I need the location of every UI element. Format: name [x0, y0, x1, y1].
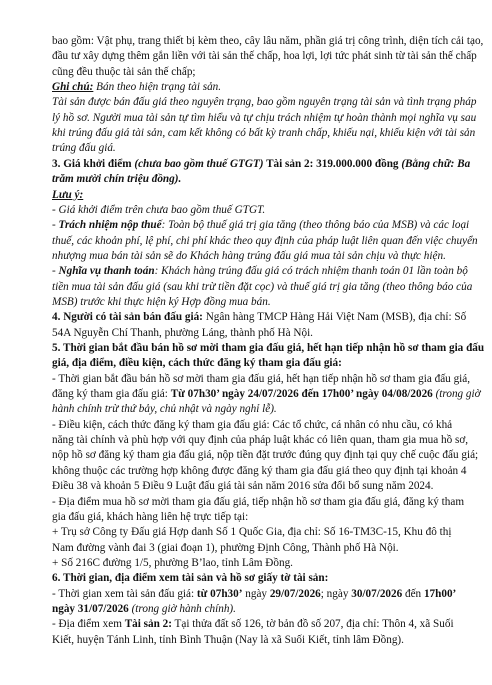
- text-line: [52, 387, 481, 401]
- text-line: [52, 310, 466, 324]
- text-segment: MSB) trước khi thực hiện ký Hợp đồng mua bán.: [52, 295, 271, 308]
- text-line: [52, 141, 466, 155]
- text-segment: : Khách hàng trúng đấu giá có trách nhiệm thanh toán 01 lần toàn bộ: [154, 265, 468, 278]
- text-segment: thuế, các khoản phí, lệ phí, chi phí khác theo quy định của pháp luật liên quan đến việc chuyển: [52, 234, 478, 247]
- text-segment: gia đấu giá, khách hàng liên hệ trực tiếp tại:: [52, 510, 249, 523]
- text-segment: Trách nhiệm nộp thuế: [58, 219, 162, 232]
- text-line: [52, 479, 466, 493]
- text-line: [52, 65, 466, 79]
- text-line: [52, 541, 466, 555]
- text-segment: Giá khởi điểm trên chưa bao gồm thuế GTGT.: [58, 203, 266, 216]
- text-segment: -: [52, 265, 59, 278]
- text-segment: lý hồ sơ. Người mua tài sản tự tìm hiểu và tự chịu trách nhiệm tự hoàn thành mọi nghĩa vụ sau: [52, 111, 477, 124]
- text-segment: tiền mua tài sản đấu giá (sau khi trừ tiền đặt cọc) và thuế giá trị gia tăng (theo thông báo của: [52, 280, 473, 293]
- text-segment: 54A Nguyễn Chí Thanh, phường Láng, thành phố Hà Nội.: [52, 326, 313, 339]
- text-line: [52, 280, 473, 294]
- text-line: [52, 633, 466, 647]
- text-segment: trăm mười chín triệu đồng).: [52, 173, 182, 186]
- text-segment: nhượng mua bán tài sản sẽ do Khách hàng trúng đấu giá mua tài sản chịu và thực hiện.: [52, 249, 446, 262]
- text-segment: đầu tư xây dựng thêm gắn liền với tài sản thế chấp, hoa lợi, lợi tức phát sinh từ tài sản thế chấp: [52, 50, 477, 63]
- text-segment: - Thời gian bắt đầu bán hồ sơ mời tham gia đấu giá, hết hạn tiếp nhận hồ sơ tham gia đấu giá,: [52, 372, 471, 385]
- text-line: [52, 49, 477, 63]
- text-segment: + Trụ sở Công ty Đấu giá Hợp danh Số 1 Quốc Gia, địa chỉ: Số 16-TM3C-15, Khu đô thị: [52, 526, 452, 539]
- text-segment: bao gồm: Vật phụ, trang thiết bị kèm theo, cây lâu năm, phần giá trị công trình, diện tích cải tạo,: [52, 35, 484, 47]
- text-segment: ; ngày: [320, 587, 352, 600]
- text-line: [52, 525, 466, 539]
- text-segment: Tài sản được bán đấu giá theo nguyên trạng, bao gồm nguyên trạng tài sản và tình trạng pháp: [52, 96, 477, 109]
- text-segment: 4. Người có tài sản bán đấu giá:: [52, 311, 203, 324]
- text-line: [52, 402, 466, 416]
- text-segment: Bán theo hiện trạng tài sản.: [93, 81, 222, 93]
- text-segment: -: [52, 219, 59, 232]
- text-segment: Lưu ý:: [52, 188, 84, 201]
- text-line: [52, 295, 466, 309]
- text-segment: Từ 07h30’ ngày 24/07/2026 đến 17h00’ ngày 04/08/2026: [170, 388, 433, 401]
- text-segment: Tài sản 2: 319.000.000 đồng: [263, 157, 402, 170]
- text-segment: cũng đều thuộc tài sản thế chấp;: [52, 65, 196, 78]
- text-line: [52, 587, 466, 601]
- text-line: [52, 34, 484, 48]
- text-segment: Nam đường vành đai 3 (giai đoạn 1), phường Định Công, Thành phố Hà Nội.: [52, 541, 399, 554]
- text-line: [52, 433, 469, 447]
- text-segment: Ngân hàng TMCP Hàng Hải Việt Nam (MSB), địa chỉ: Số: [202, 311, 467, 324]
- text-line: [52, 111, 477, 125]
- text-segment: 6. Thời gian, địa điểm xem tài sản và hồ sơ giấy tờ tài sản:: [52, 572, 329, 585]
- text-line: [52, 372, 471, 386]
- text-segment: (chưa bao gồm thuế GTGT): [134, 157, 264, 170]
- text-line: [52, 249, 466, 263]
- text-segment: trúng đấu giá.: [52, 142, 116, 155]
- text-line: [52, 126, 476, 140]
- text-segment: Tại thửa đất số 126, tờ bản đồ số 207, địa chỉ: Thôn 4, xã Suối: [171, 618, 454, 631]
- text-segment: (Bằng chữ: Ba: [401, 157, 471, 170]
- text-segment: không thuộc các trường hợp không được đăng ký tham gia đấu giá theo quy định tại khoản 4: [52, 464, 467, 477]
- text-segment: từ 07h30’: [196, 587, 243, 600]
- text-line: [52, 218, 470, 232]
- text-segment: 17h00’: [423, 587, 457, 600]
- text-segment: năng tài chính và phù hợp với quy định của pháp luật khác có liên quan, tham gia mua hồ sơ,: [52, 434, 469, 447]
- text-segment: (trong giờ: [432, 388, 481, 401]
- text-segment: - Thời gian xem tài sản đấu giá:: [52, 587, 197, 600]
- text-line: [52, 356, 466, 370]
- text-segment: ngày: [242, 587, 270, 600]
- text-segment: khi trúng đấu giá tài sản, cam kết không có bất kỳ tranh chấp, khiếu nại, khiếu kiện với tài sản: [52, 127, 476, 140]
- text-segment: : Toàn bộ thuế giá trị gia tăng (theo thông báo của MSB) và các loại: [161, 219, 470, 232]
- text-line: [52, 234, 478, 248]
- text-line: [52, 80, 466, 94]
- text-line: [52, 418, 466, 432]
- text-line: [52, 617, 466, 631]
- text-line: [52, 495, 466, 509]
- text-line: [52, 157, 471, 171]
- text-line: [52, 448, 479, 462]
- text-line: [52, 326, 466, 340]
- text-segment: đến: [402, 587, 424, 600]
- text-line: [52, 203, 466, 217]
- text-line: [52, 571, 466, 585]
- text-segment: Ghi chú:: [52, 81, 94, 93]
- text-segment: 3. Giá khởi điểm: [52, 157, 135, 170]
- text-segment: đăng ký tham gia đấu giá:: [52, 388, 171, 401]
- text-segment: giá, địa điểm, điều kiện, cách thức đăng ký tham gia đấu giá:: [52, 357, 342, 370]
- text-segment: (trong giờ hành chính).: [128, 602, 236, 615]
- text-segment: - Điều kiện, cách thức đăng ký tham gia đấu giá: Các tổ chức, cá nhân có nhu cầu, có khả: [52, 418, 453, 431]
- text-segment: Tài sản 2:: [124, 618, 172, 631]
- text-segment: hành chính trừ thứ bảy, chủ nhật và ngày nghỉ lễ).: [52, 403, 277, 416]
- text-line: [52, 188, 466, 202]
- text-segment: - Địa điểm mua hồ sơ mời tham gia đấu giá, tiếp nhận hồ sơ tham gia đấu giá, đăng ký tham: [52, 495, 465, 508]
- text-segment: ngày 31/07/2026: [52, 602, 129, 615]
- text-segment: Nghĩa vụ thanh toán: [58, 265, 155, 278]
- text-segment: + Số 216C đường 1/5, phường B’lao, tỉnh Lâm Đồng.: [52, 556, 293, 569]
- text-segment: - Địa điểm xem: [52, 618, 125, 631]
- text-line: [52, 172, 466, 186]
- text-line: [52, 556, 466, 570]
- text-segment: 5. Thời gian bắt đầu bán hồ sơ mời tham gia đấu giá, hết hạn tiếp nhận hồ sơ tham gia đấu: [52, 342, 485, 354]
- text-segment: 30/07/2026: [351, 587, 403, 600]
- text-segment: nộp hồ sơ đăng ký tham gia đấu giá, nộp tiền đặt trước đúng quy định tại quy chế cuộc đấu giá;: [52, 449, 479, 462]
- text-line: [52, 341, 485, 355]
- text-segment: Kiết, huyện Tánh Linh, tỉnh Bình Thuận (Nay là xã Suối Kiết, tỉnh lâm Đồng).: [52, 633, 404, 646]
- text-segment: 29/07/2026: [269, 587, 321, 600]
- text-line: [52, 264, 466, 278]
- text-line: [52, 510, 466, 524]
- text-line: [52, 95, 477, 109]
- text-line: [52, 602, 466, 616]
- text-segment: Điều 38 và khoản 5 Điều 9 Luật đấu giá tài sản năm 2016 sửa đổi bổ sung năm 2024.: [52, 480, 434, 493]
- text-line: [52, 464, 466, 478]
- text-segment: -: [52, 203, 59, 216]
